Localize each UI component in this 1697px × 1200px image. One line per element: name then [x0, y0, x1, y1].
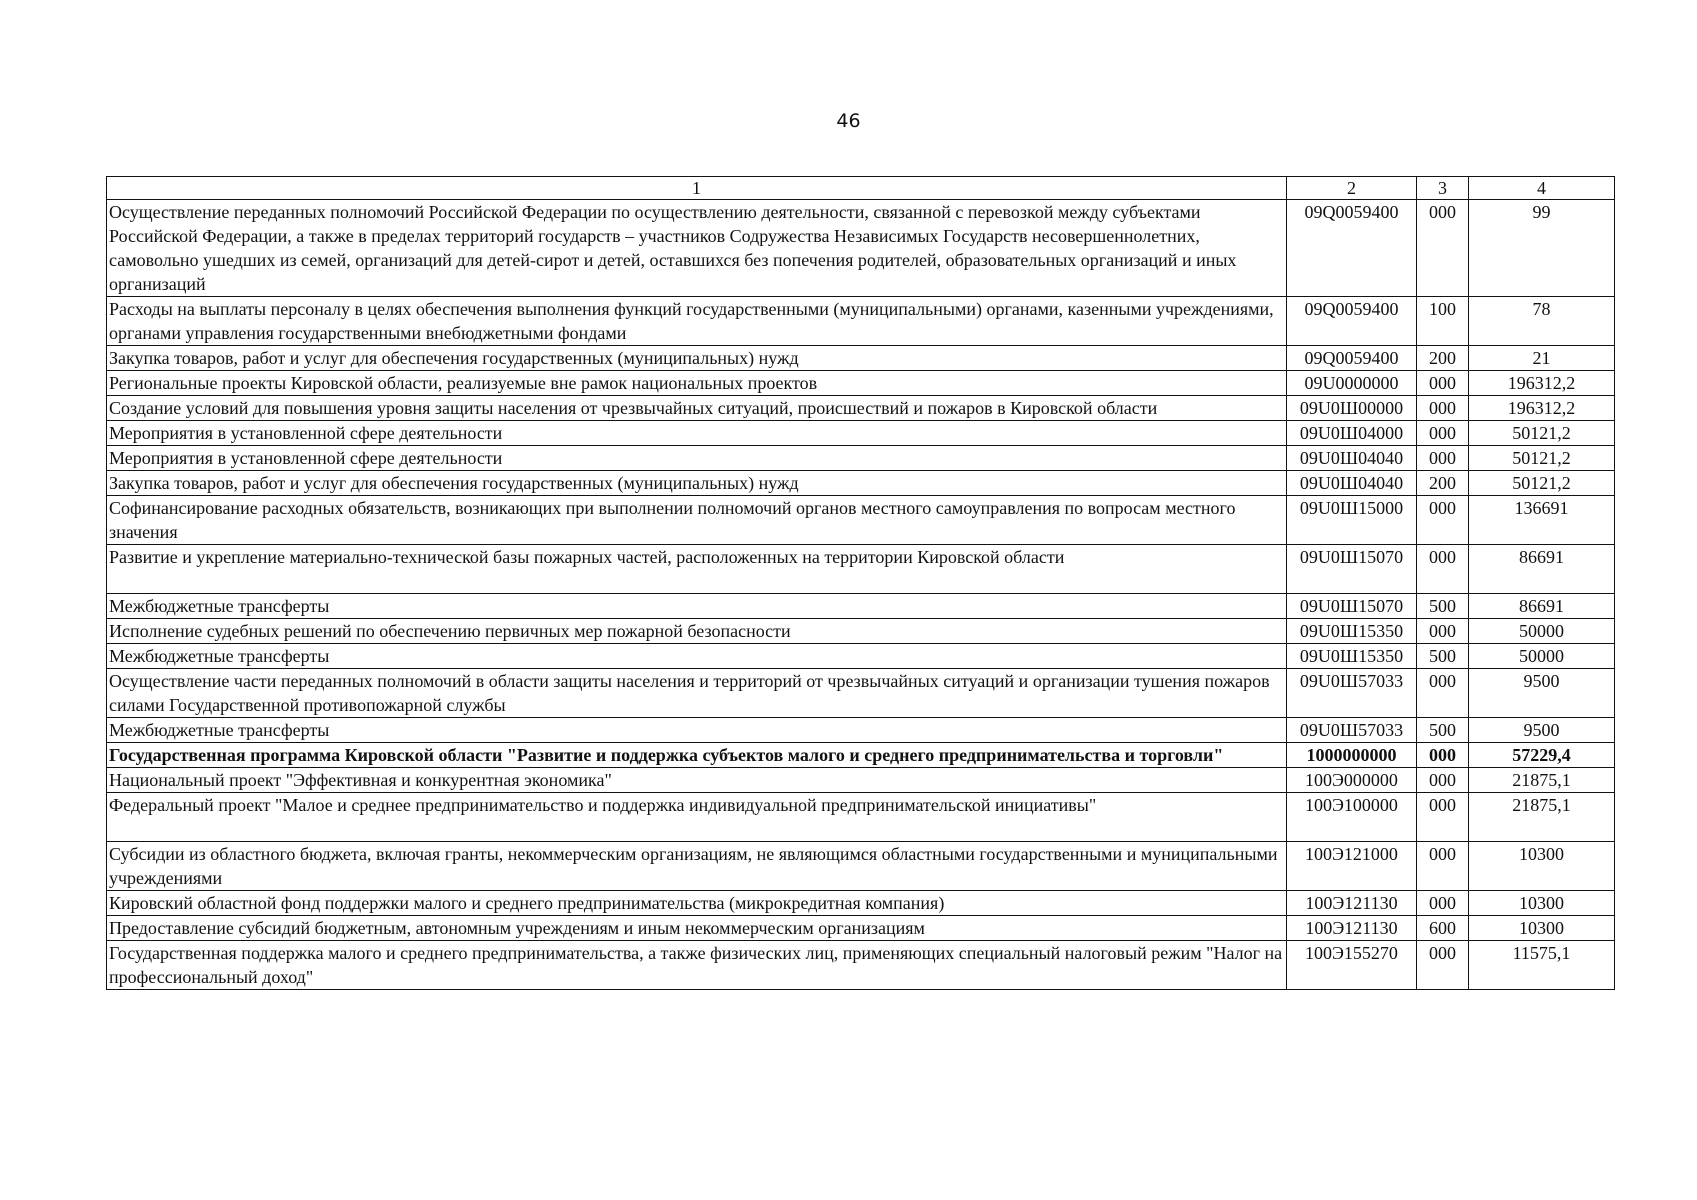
cell-name: Софинансирование расходных обязательств, возникающих при выполнении полномочий органов местного самоуправления по вопросам местного значения	[107, 496, 1287, 545]
cell-amount: 136691	[1469, 496, 1615, 545]
cell-type: 000	[1417, 768, 1469, 793]
cell-amount: 21875,1	[1469, 768, 1615, 793]
cell-name: Межбюджетные трансферты	[107, 594, 1287, 619]
cell-type: 000	[1417, 842, 1469, 891]
cell-amount: 21875,1	[1469, 793, 1615, 842]
cell-amount: 78	[1469, 297, 1615, 346]
table-row	[107, 297, 1615, 346]
cell-amount: 50121,2	[1469, 446, 1615, 471]
header-col-3: 3	[1417, 177, 1469, 200]
header-col-2: 2	[1287, 177, 1417, 200]
table-row	[107, 496, 1615, 545]
cell-code: 09U0Ш15070	[1287, 545, 1417, 594]
cell-amount: 50000	[1469, 619, 1615, 644]
cell-type: 000	[1417, 446, 1469, 471]
table-row	[107, 396, 1615, 421]
cell-name: Субсидии из областного бюджета, включая гранты, некоммерческим организациям, не являющимся областными государственными и муниципальными учреждениями	[107, 842, 1287, 891]
header-col-4: 4	[1469, 177, 1615, 200]
table-row	[107, 891, 1615, 916]
cell-type: 200	[1417, 346, 1469, 371]
cell-name: Государственная программа Кировской области "Развитие и поддержка субъектов малого и среднего предпринимательства и торговли"	[107, 743, 1287, 768]
cell-code: 09U0Ш04000	[1287, 421, 1417, 446]
cell-amount: 196312,2	[1469, 396, 1615, 421]
cell-type: 500	[1417, 594, 1469, 619]
cell-code: 09U0Ш15350	[1287, 644, 1417, 669]
cell-amount: 196312,2	[1469, 371, 1615, 396]
cell-type: 000	[1417, 743, 1469, 768]
cell-name: Кировский областной фонд поддержки малого и среднего предпринимательства (микрокредитная компания)	[107, 891, 1287, 916]
cell-name: Закупка товаров, работ и услуг для обеспечения государственных (муниципальных) нужд	[107, 346, 1287, 371]
cell-amount: 50000	[1469, 644, 1615, 669]
cell-type: 000	[1417, 941, 1469, 990]
cell-amount: 9500	[1469, 718, 1615, 743]
table-body	[107, 200, 1615, 990]
table-row	[107, 371, 1615, 396]
cell-name: Предоставление субсидий бюджетным, автономным учреждениям и иным некоммерческим организациям	[107, 916, 1287, 941]
cell-code: 09U0Ш15000	[1287, 496, 1417, 545]
cell-name: Федеральный проект "Малое и среднее предпринимательство и поддержка индивидуальной предпринимательской инициативы"	[107, 793, 1287, 842]
cell-code: 100Э000000	[1287, 768, 1417, 793]
table-row	[107, 346, 1615, 371]
cell-name: Государственная поддержка малого и среднего предпринимательства, а также физических лиц, применяющих специальный налоговый режим "Налог на профессиональный доход"	[107, 941, 1287, 990]
table-row	[107, 200, 1615, 297]
cell-name: Межбюджетные трансферты	[107, 644, 1287, 669]
table-row	[107, 768, 1615, 793]
cell-name: Создание условий для повышения уровня защиты населения от чрезвычайных ситуаций, происшествий и пожаров в Кировской области	[107, 396, 1287, 421]
cell-code: 09U0Ш00000	[1287, 396, 1417, 421]
cell-type: 000	[1417, 793, 1469, 842]
cell-code: 100Э121130	[1287, 916, 1417, 941]
table-row	[107, 545, 1615, 594]
table-row	[107, 793, 1615, 842]
cell-type: 100	[1417, 297, 1469, 346]
table-row	[107, 421, 1615, 446]
cell-amount: 9500	[1469, 669, 1615, 718]
cell-code: 09U0Ш15070	[1287, 594, 1417, 619]
cell-amount: 99	[1469, 200, 1615, 297]
cell-code: 09U0Ш57033	[1287, 718, 1417, 743]
cell-code: 100Э100000	[1287, 793, 1417, 842]
cell-name: Региональные проекты Кировской области, реализуемые вне рамок национальных проектов	[107, 371, 1287, 396]
cell-amount: 86691	[1469, 545, 1615, 594]
cell-type: 000	[1417, 545, 1469, 594]
cell-amount: 50121,2	[1469, 421, 1615, 446]
cell-name: Расходы на выплаты персоналу в целях обеспечения выполнения функций государственными (муниципальными) органами, казенными учреждениями, органами управления государственными внебюджетными фондами	[107, 297, 1287, 346]
cell-amount: 86691	[1469, 594, 1615, 619]
page-number: 46	[836, 110, 861, 132]
cell-code: 100Э121130	[1287, 891, 1417, 916]
cell-amount: 50121,2	[1469, 471, 1615, 496]
cell-amount: 10300	[1469, 842, 1615, 891]
table-row	[107, 471, 1615, 496]
cell-name: Развитие и укрепление материально-технической базы пожарных частей, расположенных на территории Кировской области	[107, 545, 1287, 594]
cell-code: 09Q0059400	[1287, 200, 1417, 297]
cell-type: 000	[1417, 891, 1469, 916]
cell-name: Мероприятия в установленной сфере деятельности	[107, 421, 1287, 446]
table-row	[107, 446, 1615, 471]
cell-type: 500	[1417, 644, 1469, 669]
table-row	[107, 718, 1615, 743]
cell-name: Закупка товаров, работ и услуг для обеспечения государственных (муниципальных) нужд	[107, 471, 1287, 496]
cell-type: 000	[1417, 619, 1469, 644]
cell-code: 09Q0059400	[1287, 297, 1417, 346]
table-row	[107, 916, 1615, 941]
cell-code: 100Э121000	[1287, 842, 1417, 891]
cell-amount: 21	[1469, 346, 1615, 371]
budget-table	[106, 176, 1615, 990]
cell-name: Осуществление переданных полномочий Российской Федерации по осуществлению деятельности, связанной с перевозкой между субъектами Российской Федерации, а также в пределах территорий государств – участников Содружества Независимых Государств несовершеннолетних, самовольно ушедших из семей, организаций для детей-сирот и детей, оставшихся без попечения родителей, образовательных организаций и иных организаций	[107, 200, 1287, 297]
cell-code: 09Q0059400	[1287, 346, 1417, 371]
cell-type: 600	[1417, 916, 1469, 941]
cell-code: 09U0Ш15350	[1287, 619, 1417, 644]
cell-amount: 57229,4	[1469, 743, 1615, 768]
table-row	[107, 842, 1615, 891]
cell-name: Межбюджетные трансферты	[107, 718, 1287, 743]
cell-amount: 11575,1	[1469, 941, 1615, 990]
cell-code: 09U0000000	[1287, 371, 1417, 396]
cell-type: 000	[1417, 421, 1469, 446]
table-row	[107, 619, 1615, 644]
cell-type: 500	[1417, 718, 1469, 743]
table-row	[107, 743, 1615, 768]
cell-amount: 10300	[1469, 916, 1615, 941]
cell-code: 100Э155270	[1287, 941, 1417, 990]
cell-type: 000	[1417, 396, 1469, 421]
cell-code: 09U0Ш04040	[1287, 471, 1417, 496]
cell-code: 1000000000	[1287, 743, 1417, 768]
table-row	[107, 941, 1615, 990]
table-row	[107, 669, 1615, 718]
table-row	[107, 644, 1615, 669]
cell-type: 000	[1417, 496, 1469, 545]
cell-name: Мероприятия в установленной сфере деятельности	[107, 446, 1287, 471]
table-row	[107, 594, 1615, 619]
cell-name: Исполнение судебных решений по обеспечению первичных мер пожарной безопасности	[107, 619, 1287, 644]
header-col-1: 1	[107, 177, 1287, 200]
cell-code: 09U0Ш57033	[1287, 669, 1417, 718]
cell-type: 000	[1417, 371, 1469, 396]
cell-type: 200	[1417, 471, 1469, 496]
cell-code: 09U0Ш04040	[1287, 446, 1417, 471]
cell-type: 000	[1417, 669, 1469, 718]
table-header-row	[107, 177, 1615, 200]
cell-amount: 10300	[1469, 891, 1615, 916]
cell-name: Осуществление части переданных полномочий в области защиты населения и территорий от чрезвычайных ситуаций и организации тушения пожаров силами Государственной противопожарной службы	[107, 669, 1287, 718]
cell-type: 000	[1417, 200, 1469, 297]
cell-name: Национальный проект "Эффективная и конкурентная экономика"	[107, 768, 1287, 793]
